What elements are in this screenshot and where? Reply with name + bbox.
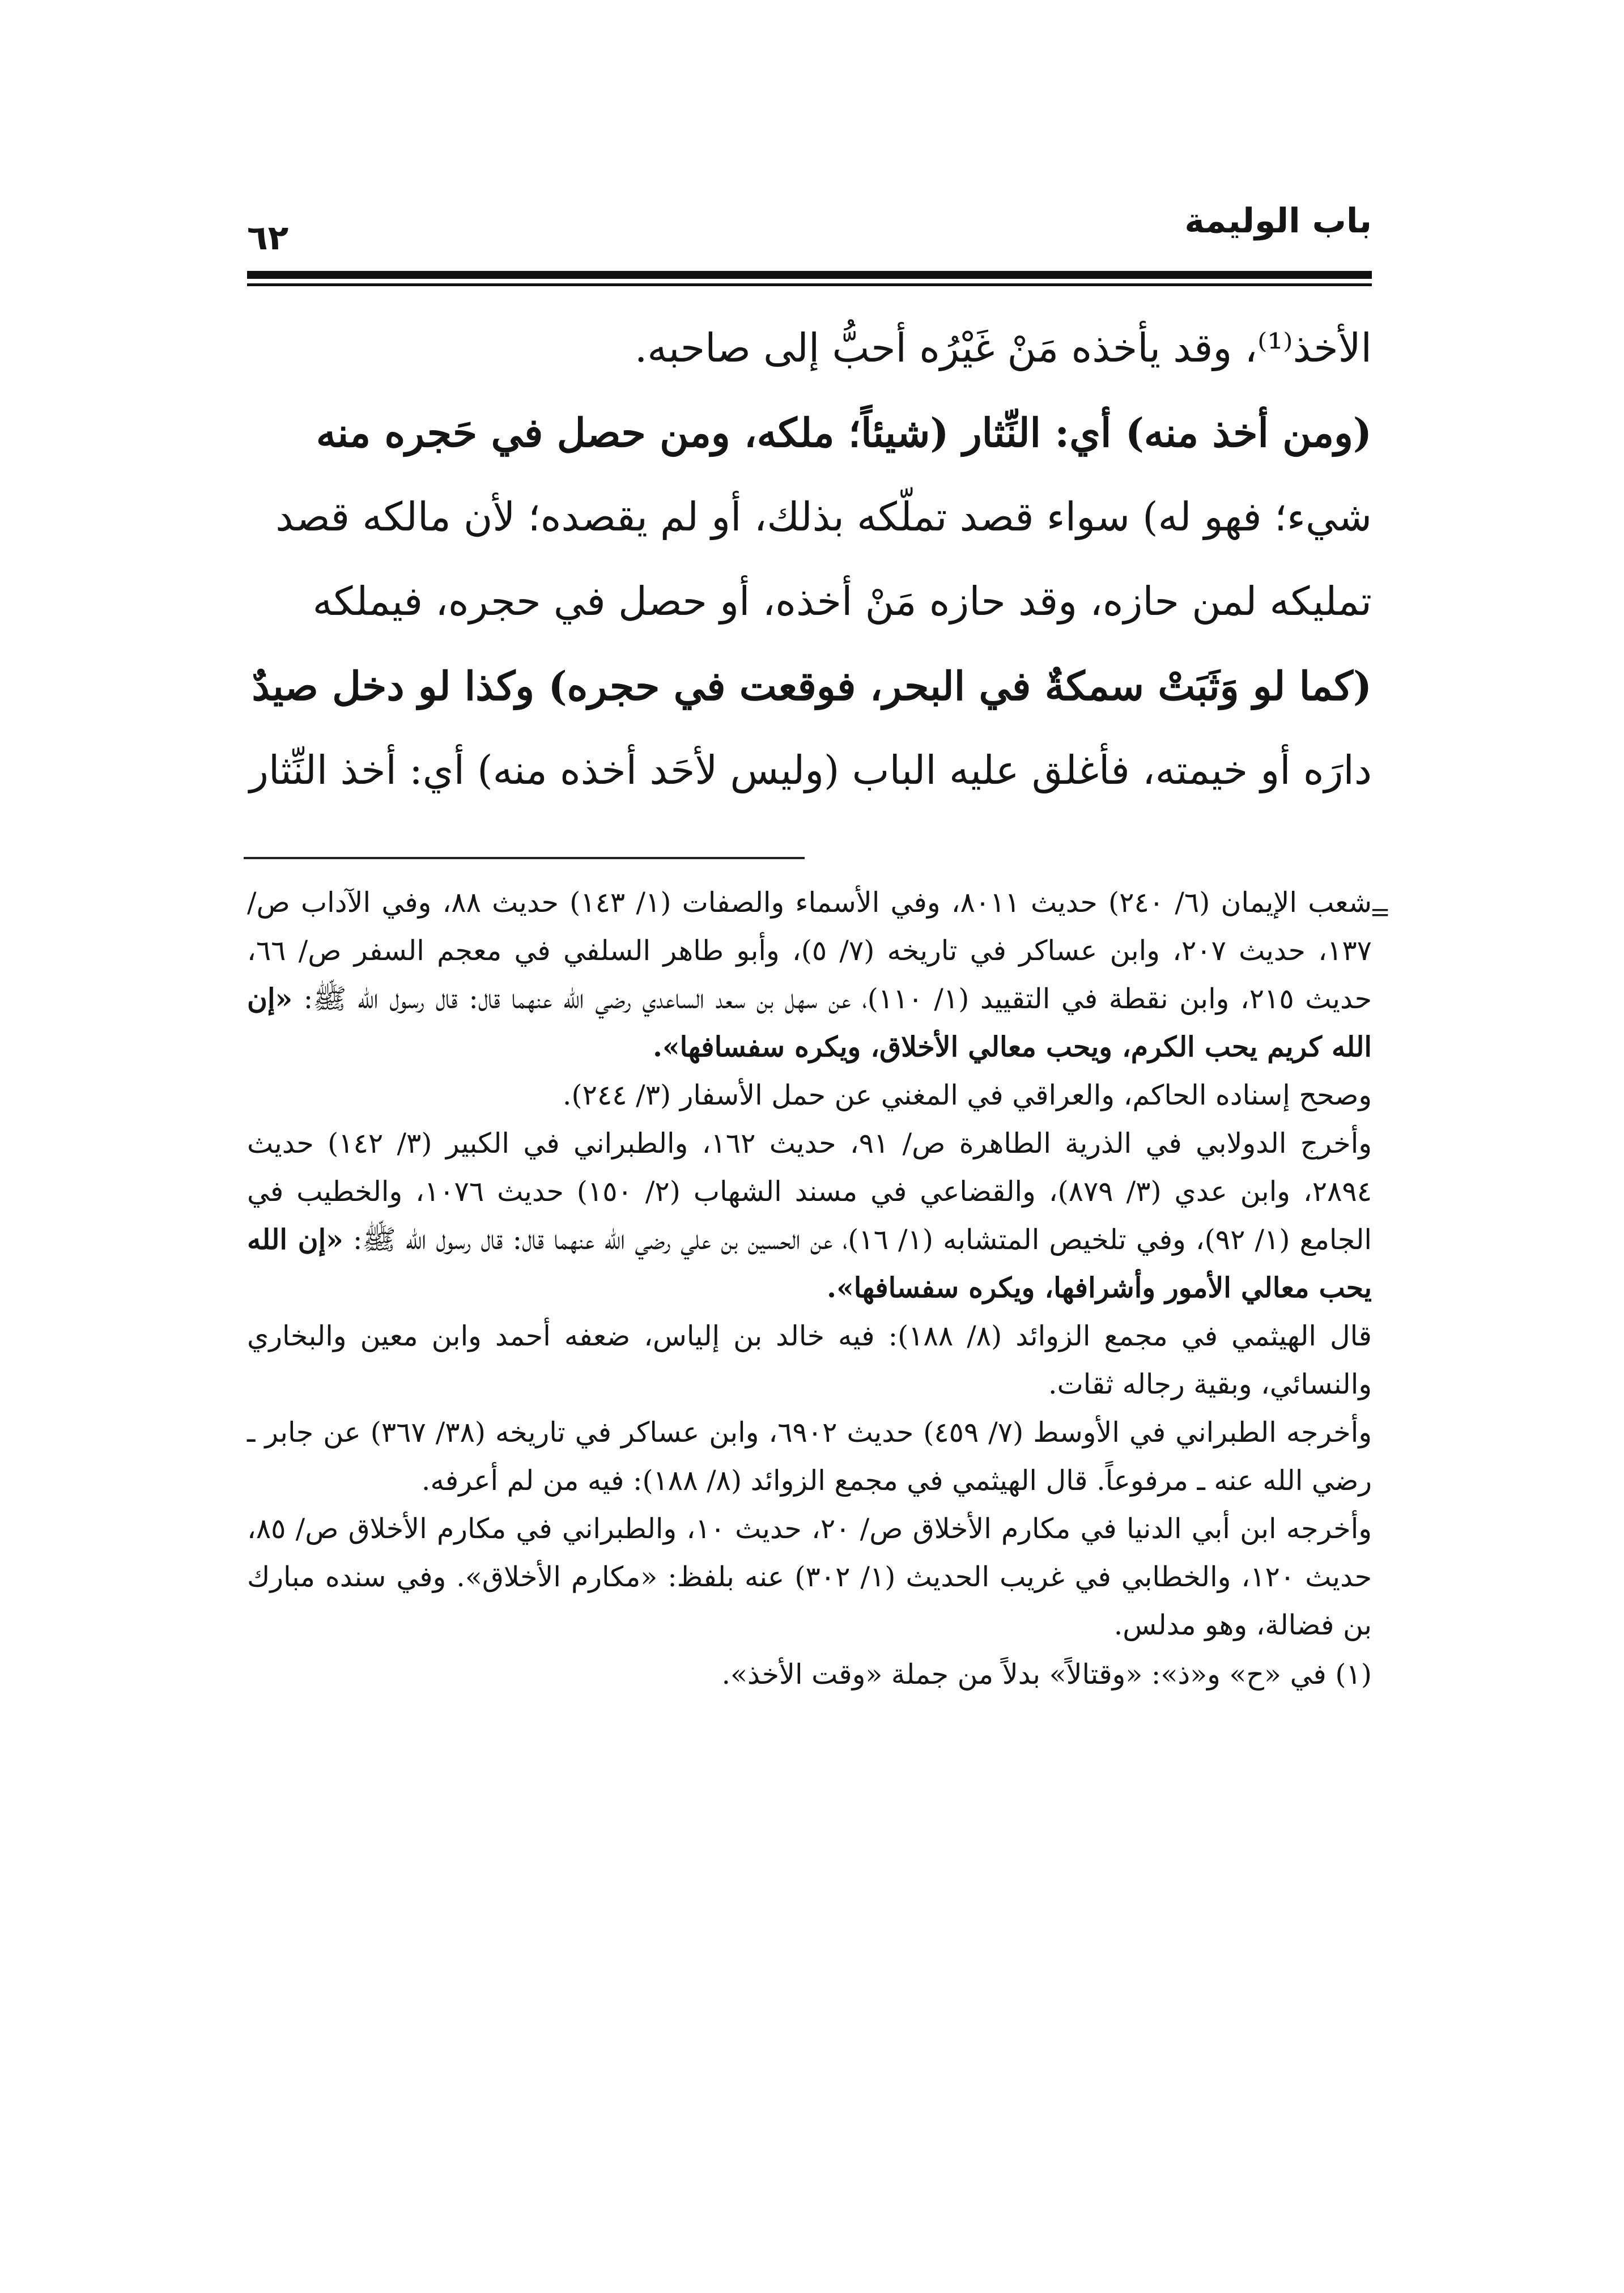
main-line: (كما لو وَثَبَتْ سمكةٌ في البحر، فوقعت في حجره) وكذا لو دخل صيدٌ <box>252 663 1372 710</box>
hadith-quote: «إن الله يحب معالي الأمور وأشرافها، ويكره سفسافها». <box>247 1223 1372 1304</box>
main-line: تمليكه لمن حازه، وقد حازه مَنْ أخذه، أو حصل في حجره، فيملكه <box>312 578 1372 625</box>
footnote-separator <box>244 857 805 859</box>
footnote-paragraph <box>247 1119 1372 1312</box>
footnote-continuation-mark: = <box>1370 898 1391 927</box>
footnote-text: شعب الإيمان (٦/ ٢٤٠) حديث ٨٠١١، وفي الأسماء والصفات (١/ ١٤٣) حديث ٨٨، وفي الآداب ص/ ١٣٧، حديث ٢٠٧، وابن عساكر في تاريخه (٧/ ٥)، وأبو طاهر السلفي في معجم السفر ص/ ٦٦، حديث ٢١٥، وابن نقطة في التقييد (١/ ١١٠)، عن سهل بن سعد الساعدي رضي الله عنهما قال: قال رسول الله ﷺ: <box>247 886 1372 1015</box>
header-rule-thin <box>247 283 1372 286</box>
main-line: دارَه أو خيمته، فأغلق عليه الباب (وليس لأحَد أخذه منه) أي: أخذ النِّثار <box>249 747 1372 793</box>
footnote-paragraph: وأخرجه الطبراني في الأوسط (٧/ ٤٥٩) حديث ٦٩٠٢، وابن عساكر في تاريخه (٣٨/ ٣٦٧) عن جابر ـ رضي الله عنه ـ مرفوعاً. قال الهيثمي في مجمع الزوائد (٨/ ١٨٨): فيه من لم أعرفه. <box>247 1416 1372 1497</box>
footnote-paragraph: وصحح إسناده الحاكم، والعراقي في المغني عن حمل الأسفار (٣/ ٢٤٤). <box>562 1079 1372 1111</box>
footnote-paragraph <box>247 878 1372 1071</box>
main-body-text <box>247 306 1372 813</box>
footnote-1: (١) في «ح» و«ذ»: «وقتالاً» بدلاً من جملة «وقت الأخذ». <box>721 1658 1372 1691</box>
footnote-paragraph: وأخرجه ابن أبي الدنيا في مكارم الأخلاق ص/ ٢٠، حديث ١٠، والطبراني في مكارم الأخلاق ص/ ٨٥، حديث ١٢٠، والخطابي في غريب الحديث (١/ ٣٠٢) عنه بلفظ: «مكارم الأخلاق». وفي سنده مبارك بن فضالة، وهو مدلس. <box>247 1513 1372 1641</box>
footnote-paragraph: قال الهيثمي في مجمع الزوائد (٨/ ١٨٨): فيه خالد بن إلياس، ضعفه أحمد وابن معين والبخاري والنسائي، وبقية رجاله ثقات. <box>247 1320 1372 1400</box>
main-line: الأخذ⁽¹⁾، وقد يأخذه مَنْ غَيْرُه أحبُّ إلى صاحبه. <box>634 325 1372 371</box>
footnotes <box>247 878 1372 1698</box>
hadith-quote: «إن الله كريم يحب الكرم، ويحب معالي الأخلاق، ويكره سفسافها». <box>247 982 1372 1063</box>
page-number: ٦٢ <box>247 218 289 258</box>
chapter-title: باب الوليمة <box>1184 201 1372 241</box>
main-line: شيء؛ فهو له) سواء قصد تملّكه بذلك، أو لم يقصده؛ لأن مالكه قصد <box>275 494 1372 540</box>
header-rule-thick <box>247 271 1372 279</box>
footnote-text: وأخرج الدولابي في الذرية الطاهرة ص/ ٩١، حديث ١٦٢، والطبراني في الكبير (٣/ ١٤٢) حديث ٢٨٩٤، وابن عدي (٣/ ٨٧٩)، والقضاعي في مسند الشهاب (٢/ ١٥٠) حديث ١٠٧٦، والخطيب في الجامع (١/ ٩٢)، وفي تلخيص المتشابه (١/ ١٦)، عن الحسين بن علي رضي الله عنهما قال: قال رسول الله ﷺ: <box>247 1127 1372 1256</box>
main-line: (ومن أخذ منه) أي: النِّثار (شيئاً؛ ملكه، ومن حصل في حَجره منه <box>316 409 1372 456</box>
